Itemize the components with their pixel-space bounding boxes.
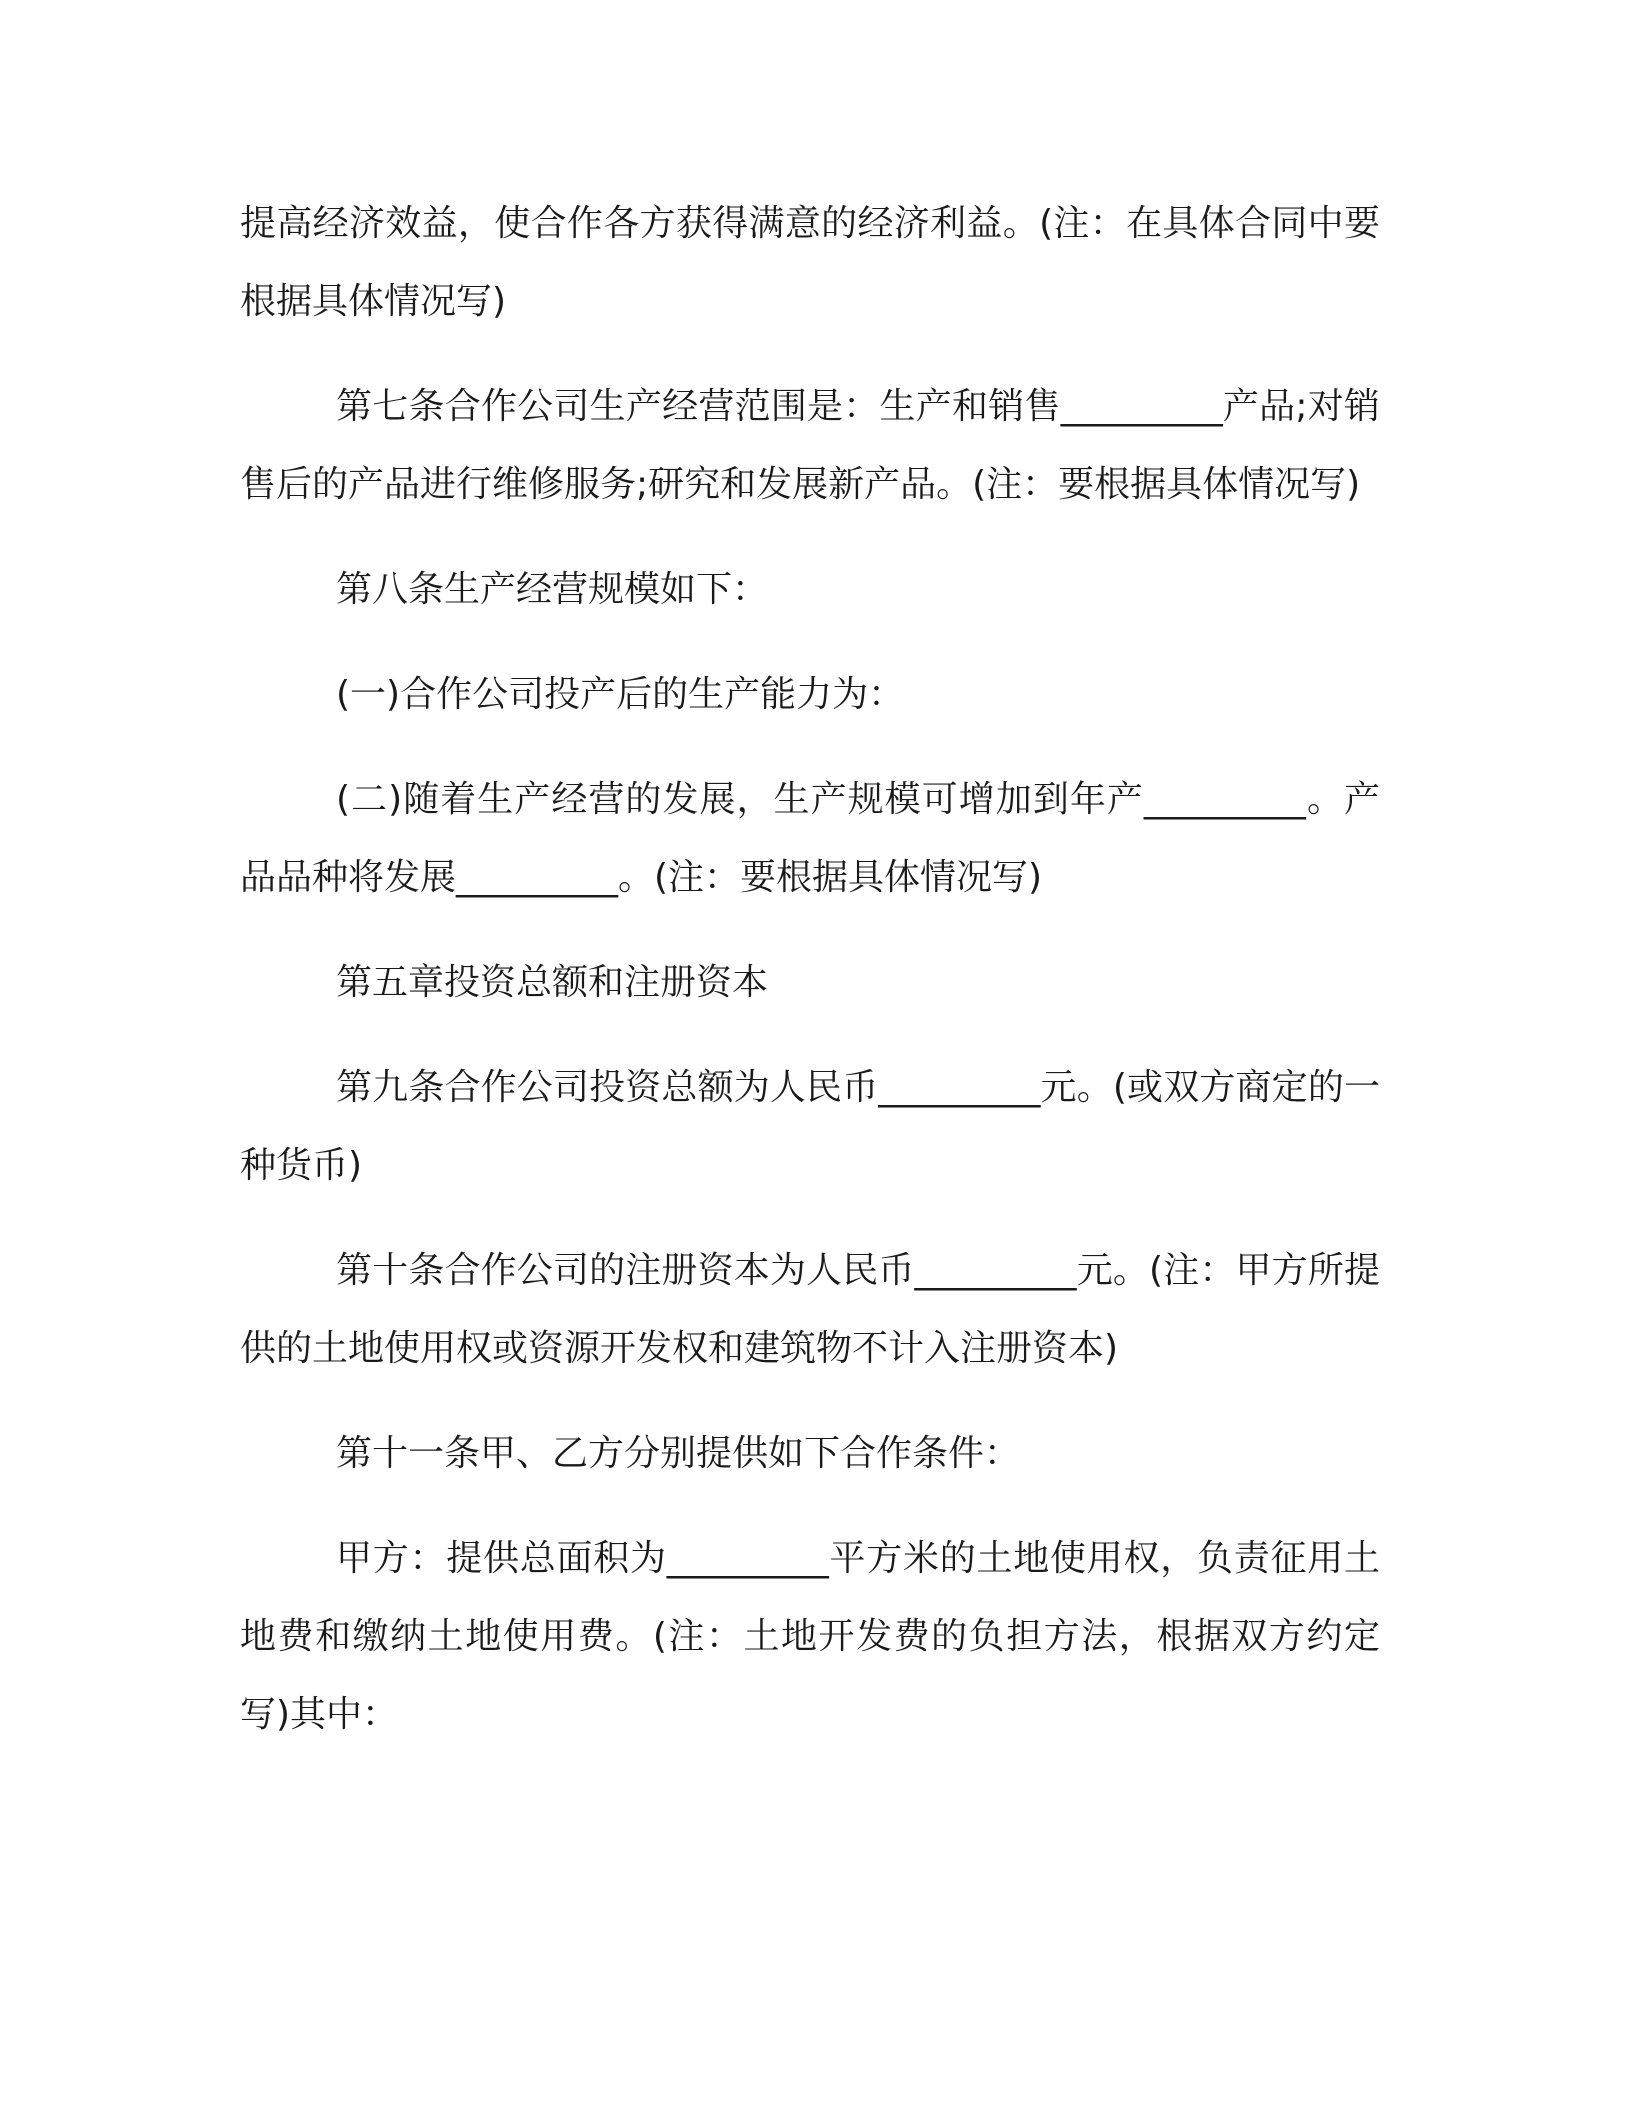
paragraph-article-10: 第十条合作公司的注册资本为人民币_________元。(注：甲方所提供的土地使用权或资源开发权和建筑物不计入注册资本) [240,1250,1380,1369]
paragraph-party-a: 甲方：提供总面积为_________平方米的土地使用权，负责征用土地费和缴纳土地使用费。(注：土地开发费的负担方法，根据双方约定写)其中： [240,1538,1380,1735]
paragraph-article-7: 第七条合作公司生产经营范围是：生产和销售_________产品;对销售后的产品进行维修服务;研究和发展新产品。(注：要根据具体情况写) [240,386,1380,505]
chapter-heading-5: 第五章投资总额和注册资本 [336,962,769,1003]
paragraph-article-9: 第九条合作公司投资总额为人民币_________元。(或双方商定的一种货币) [240,1067,1380,1186]
paragraph-continuation: 提高经济效益，使合作各方获得满意的经济利益。(注：在具体合同中要根据具体情况写) [240,203,1380,322]
document-body [240,185,1380,1781]
paragraph-item-1: (一)合作公司投产后的生产能力为： [336,674,905,715]
paragraph-article-8: 第八条生产经营规模如下： [336,569,769,610]
paragraph-item-2: (二)随着生产经营的发展，生产规模可增加到年产_________。产品品种将发展_________。(注：要根据具体情况写) [240,779,1380,898]
paragraph-article-11: 第十一条甲、乙方分别提供如下合作条件： [336,1433,1021,1474]
